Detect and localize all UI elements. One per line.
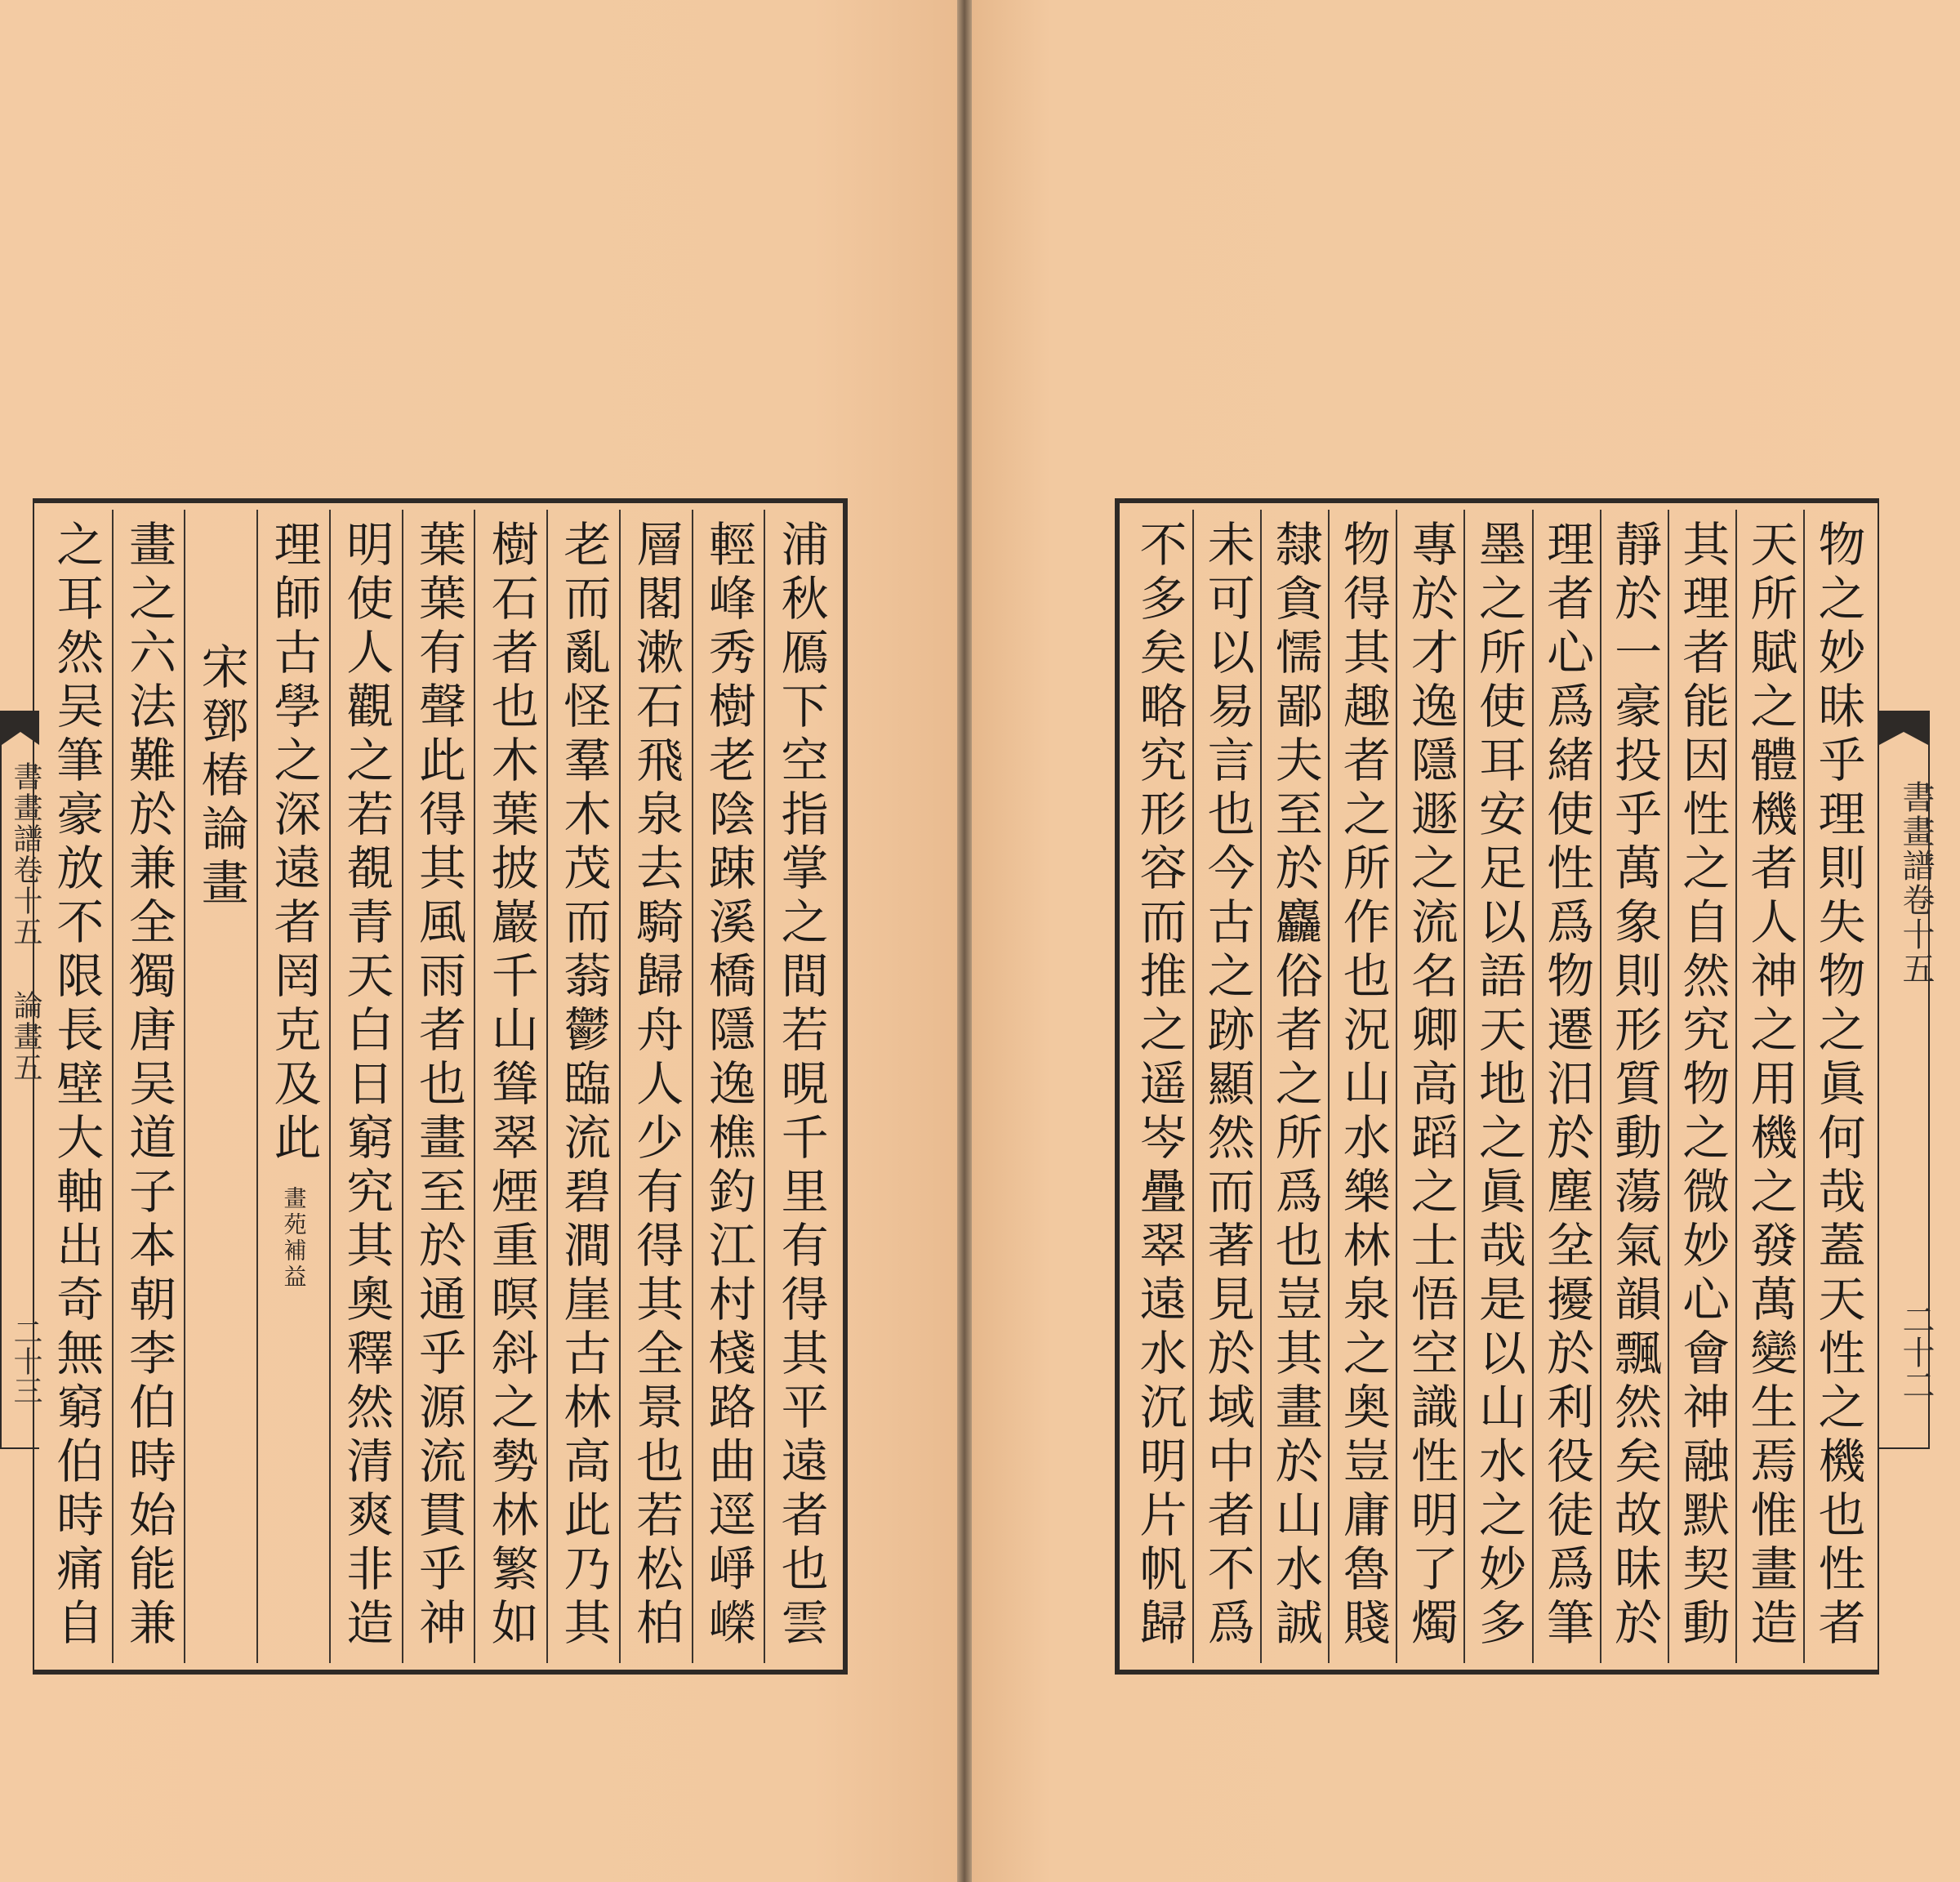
text-column: 墨之所使耳安足以語天地之眞哉是以山水之妙多 <box>1463 510 1531 1663</box>
right-text-frame <box>1115 498 1879 1675</box>
left-text-frame <box>33 498 848 1675</box>
section-title-column <box>184 510 256 1663</box>
text-column: 天所賦之體機者人神之用機之發萬變生焉惟畫造 <box>1735 510 1803 1663</box>
text-column: 明使人觀之若覩青天白日窮究其奧釋然清爽非造 <box>329 510 402 1663</box>
text-column: 葉葉有聲此得其風雨者也畫至於通乎源流貫乎神 <box>402 510 474 1663</box>
folio-number: 二十三 <box>9 1317 42 1405</box>
text-column: 樹石者也木葉披巖千山聳翠煙重暝斜之勢林繁如 <box>474 510 546 1663</box>
text-column: 其理者能因性之自然究物之微妙心會神融默契動 <box>1668 510 1735 1663</box>
running-head: 書畫譜卷十五 <box>1897 780 1935 986</box>
text-column: 專於才逸隱遯之流名卿高蹈之士悟空識性明了燭 <box>1396 510 1463 1663</box>
fishtail-mark <box>2 712 39 745</box>
left-columns <box>41 510 836 1663</box>
left-fold-margin <box>0 711 42 1449</box>
text-column-with-note: 理師古學之深遠者罔克及此 畫苑補益 <box>256 510 329 1663</box>
folio-number: 二十二 <box>1897 1303 1935 1401</box>
text-column: 靜於一豪投乎萬象則形質動蕩氣韻飄然矣故昧於 <box>1600 510 1668 1663</box>
text-column: 不多矣略究形容而推之遥岑疊翠遠水沉明片帆歸 <box>1131 520 1187 1652</box>
text-column: 未可以易言也今古之跡顯然而著見於域中者不爲 <box>1192 510 1260 1663</box>
running-head: 書畫譜卷十五 <box>9 761 42 948</box>
text-column: 物之妙昧乎理則失物之眞何哉蓋天性之機也性者 <box>1803 510 1871 1663</box>
text-column: 物得其趣者之所作也況山水樂林泉之奥豈庸魯賤 <box>1328 510 1396 1663</box>
section-title: 宋鄧椿論畫 <box>193 642 249 912</box>
text-column: 理者心爲緒使性爲物遷汨於塵坌擾於利役徒爲筆 <box>1532 510 1600 1663</box>
section-label: 論畫五 <box>9 990 42 1083</box>
book-gutter <box>957 0 972 1882</box>
fishtail-mark <box>1879 712 1928 745</box>
text-column: 層閣漱石飛泉去騎歸舟人少有得其全景也若松柏 <box>619 510 692 1663</box>
text-column: 隸貪懦鄙夫至於麤俗者之所爲也豈其畫於山水誠 <box>1260 510 1328 1663</box>
text-column: 輕峰秀樹老陰踈溪橋隱逸樵釣江村棧路曲逕崢嶸 <box>692 510 764 1663</box>
right-columns <box>1126 510 1871 1663</box>
text-column: 之耳然吴筆豪放不限長壁大軸出奇無窮伯時痛自 <box>48 520 105 1652</box>
text-column: 畫之六法難於兼全獨唐吴道子本朝李伯時始能兼 <box>112 510 185 1663</box>
text-column: 老而亂怪羣木茂而蓊鬱臨流碧澗崖古林高此乃其 <box>546 510 619 1663</box>
source-note: 畫苑補益 <box>280 1186 308 1291</box>
text-column: 浦秋鴈下空指掌之間若晛千里有得其平遠者也雲 <box>764 510 836 1663</box>
